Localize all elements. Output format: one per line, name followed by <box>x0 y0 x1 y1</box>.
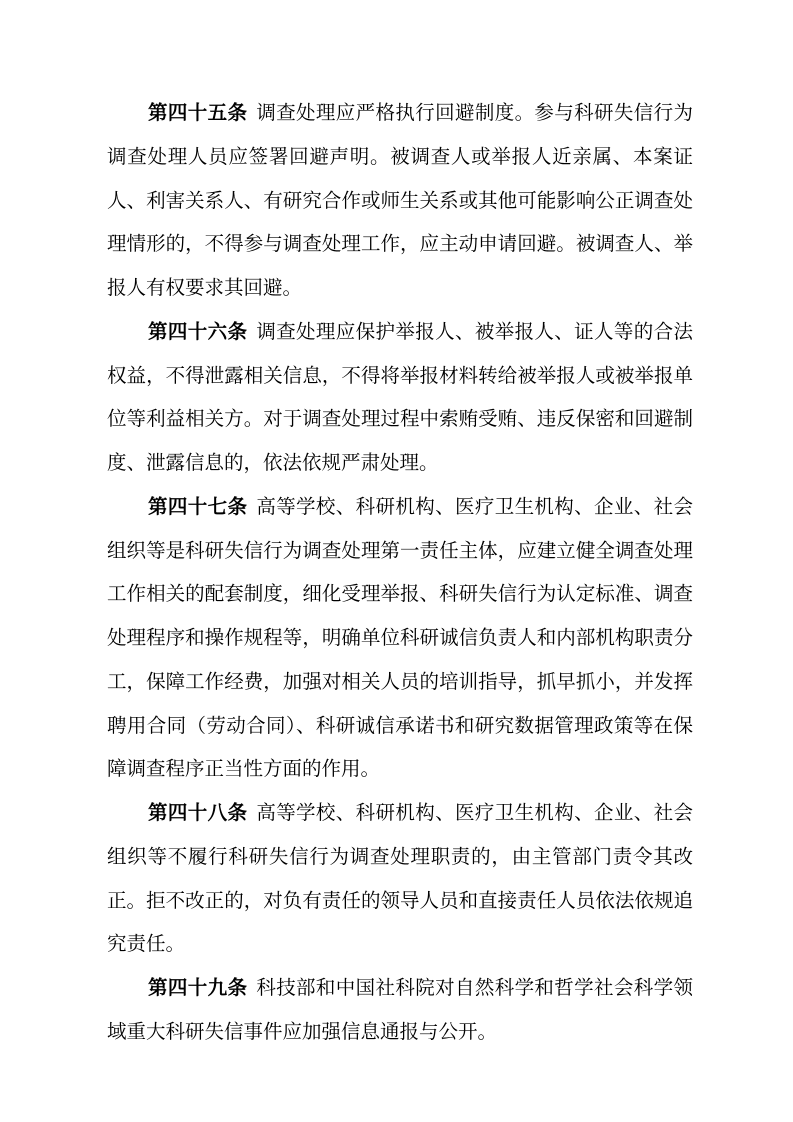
article-number: 第四十九条 <box>148 977 248 999</box>
article-body: 高等学校、科研机构、医疗卫生机构、企业、社会组织等不履行科研失信行为调查处理职责的，由主管部门责令其改正。拒不改正的，对负有责任的领导人员和直接责任人员依法依规追究责任。 <box>107 802 693 956</box>
article-paragraph-48 <box>107 792 693 967</box>
article-body: 高等学校、科研机构、医疗卫生机构、企业、社会组织等是科研失信行为调查处理第一责任主体，应建立健全调查处理工作相关的配套制度，细化受理举报、科研失信行为认定标准、调查处理程序和操作规程等，明确单位科研诚信负责人和内部机构职责分工，保障工作经费，加强对相关人员的培训指导，抓早抓小，并发挥聘用合同（劳动合同）、科研诚信承诺书和研究数据管理政策等在保障调查程序正当性方面的作用。 <box>107 495 693 781</box>
article-body: 科技部和中国社科院对自然科学和哲学社会科学领域重大科研失信事件应加强信息通报与公开。 <box>107 977 693 1043</box>
article-body: 调查处理应保护举报人、被举报人、证人等的合法权益，不得泄露相关信息，不得将举报材料转给被举报人或被举报单位等利益相关方。对于调查处理过程中索贿受贿、违反保密和回避制度、泄露信息的，依法依规严肃处理。 <box>107 320 693 474</box>
article-body: 调查处理应严格执行回避制度。参与科研失信行为调查处理人员应签署回避声明。被调查人或举报人近亲属、本案证人、利害关系人、有研究合作或师生关系或其他可能影响公正调查处理情形的，不得参与调查处理工作，应主动申请回避。被调查人、举报人有权要求其回避。 <box>107 102 693 299</box>
article-number: 第四十六条 <box>148 320 248 343</box>
article-paragraph-46 <box>107 311 693 486</box>
document-content <box>107 92 693 1055</box>
article-number: 第四十五条 <box>148 102 248 124</box>
article-number: 第四十七条 <box>148 495 248 518</box>
article-number: 第四十八条 <box>148 802 248 824</box>
article-paragraph-47 <box>107 486 693 792</box>
article-paragraph-49 <box>107 967 693 1055</box>
article-paragraph-45 <box>107 92 693 311</box>
